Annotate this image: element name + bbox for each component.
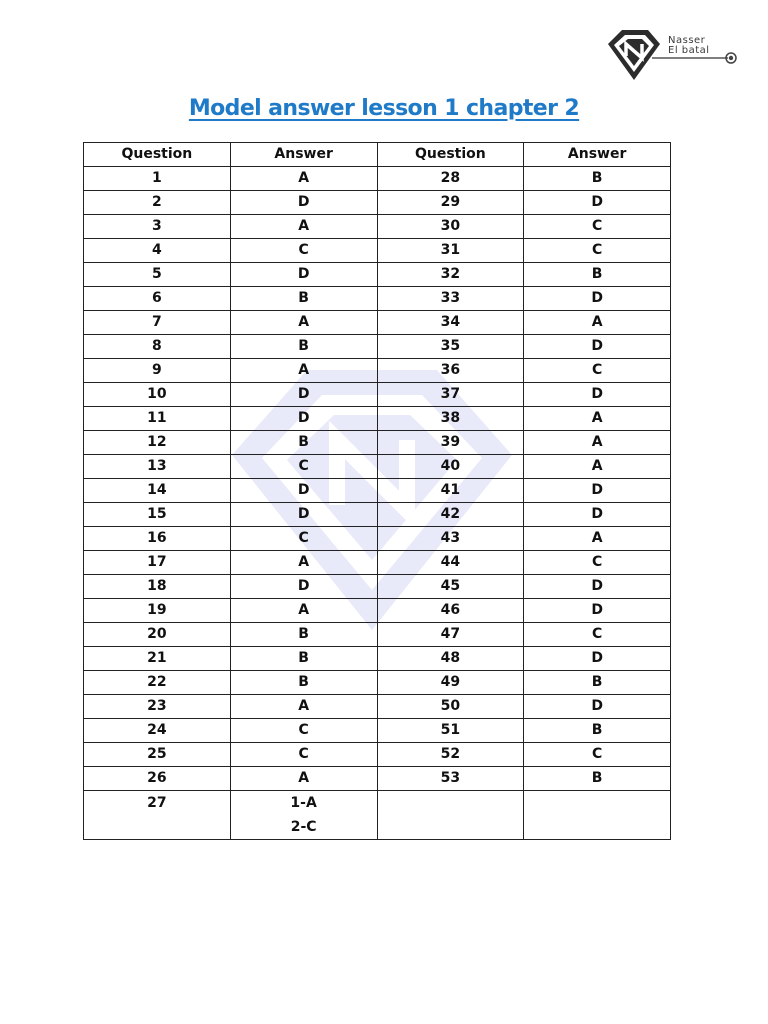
answer-cell: A (524, 407, 671, 431)
answer-cell: C (230, 239, 377, 263)
question-cell: 37 (377, 383, 524, 407)
question-cell: 53 (377, 767, 524, 791)
answer-cell: B (230, 671, 377, 695)
question-cell: 52 (377, 743, 524, 767)
answer-cell: B (524, 263, 671, 287)
table-row (84, 575, 671, 599)
header-answer-2: Answer (524, 143, 671, 167)
logo-circuit-line (602, 26, 742, 84)
table-row (84, 647, 671, 671)
answer-cell: B (524, 767, 671, 791)
answer-line: 1-A (290, 795, 317, 811)
answer-cell: D (230, 479, 377, 503)
question-cell: 29 (377, 191, 524, 215)
question-cell: 43 (377, 527, 524, 551)
table-row (84, 623, 671, 647)
question-cell: 14 (84, 479, 231, 503)
answer-line: 2-C (290, 819, 317, 835)
question-cell: 48 (377, 647, 524, 671)
answer-cell: A (524, 455, 671, 479)
question-cell: 24 (84, 719, 231, 743)
question-cell: 30 (377, 215, 524, 239)
table-row (84, 191, 671, 215)
question-cell: 16 (84, 527, 231, 551)
answer-cell: D (230, 383, 377, 407)
answer-cell: D (524, 383, 671, 407)
table-row (84, 791, 671, 840)
question-cell: 36 (377, 359, 524, 383)
table-row (84, 359, 671, 383)
question-cell: 31 (377, 239, 524, 263)
answer-cell: A (230, 695, 377, 719)
question-cell: 42 (377, 503, 524, 527)
answer-cell: C (524, 551, 671, 575)
answer-cell: D (230, 263, 377, 287)
table-row (84, 431, 671, 455)
question-cell: 4 (84, 239, 231, 263)
answer-cell: A (230, 599, 377, 623)
question-cell (84, 791, 231, 840)
answer-cell (230, 791, 377, 840)
brand-logo (602, 26, 742, 84)
question-cell: 25 (84, 743, 231, 767)
question-cell: 23 (84, 695, 231, 719)
question-cell: 28 (377, 167, 524, 191)
answer-cell: D (524, 575, 671, 599)
question-cell: 8 (84, 335, 231, 359)
table-row (84, 263, 671, 287)
table-row (84, 407, 671, 431)
answer-cell: C (230, 719, 377, 743)
question-cell: 15 (84, 503, 231, 527)
answer-cell: B (230, 335, 377, 359)
answer-cell: B (230, 647, 377, 671)
question-cell: 19 (84, 599, 231, 623)
question-cell: 38 (377, 407, 524, 431)
table-row (84, 383, 671, 407)
table-row (84, 311, 671, 335)
table-row (84, 479, 671, 503)
question-cell: 34 (377, 311, 524, 335)
question-cell: 51 (377, 719, 524, 743)
answer-cell: A (524, 311, 671, 335)
table-row (84, 503, 671, 527)
header-question-2: Question (377, 143, 524, 167)
answer-cell: D (524, 695, 671, 719)
table-header-row (84, 143, 671, 167)
question-cell: 11 (84, 407, 231, 431)
answer-cell: D (524, 287, 671, 311)
answer-cell: A (524, 431, 671, 455)
answer-cell: A (230, 767, 377, 791)
table-row (84, 743, 671, 767)
table-row (84, 719, 671, 743)
answer-cell: A (524, 527, 671, 551)
table-body (84, 167, 671, 840)
empty-cell (377, 791, 524, 840)
answer-cell: D (524, 647, 671, 671)
answer-cell: A (230, 167, 377, 191)
question-cell: 44 (377, 551, 524, 575)
answer-cell: C (524, 743, 671, 767)
question-cell: 18 (84, 575, 231, 599)
table-row (84, 455, 671, 479)
answer-cell: C (524, 239, 671, 263)
answer-cell: B (524, 167, 671, 191)
table-row (84, 671, 671, 695)
answer-cell: D (524, 599, 671, 623)
question-cell: 6 (84, 287, 231, 311)
logo-line1: Nasser (668, 35, 706, 46)
answer-cell: D (230, 503, 377, 527)
table-row (84, 767, 671, 791)
answer-cell: D (230, 575, 377, 599)
question-cell: 9 (84, 359, 231, 383)
answer-cell: D (230, 407, 377, 431)
question-cell: 21 (84, 647, 231, 671)
table-row (84, 527, 671, 551)
table-row (84, 599, 671, 623)
question-cell: 12 (84, 431, 231, 455)
table-row (84, 335, 671, 359)
answer-cell: A (230, 359, 377, 383)
answer-cell: B (524, 671, 671, 695)
question-cell: 33 (377, 287, 524, 311)
question-cell: 46 (377, 599, 524, 623)
table-row (84, 551, 671, 575)
empty-cell (524, 791, 671, 840)
table-row (84, 167, 671, 191)
table-row (84, 695, 671, 719)
logo-line2: El batal (668, 45, 710, 56)
table-row (84, 215, 671, 239)
answer-cell: A (230, 215, 377, 239)
answer-cell: C (230, 743, 377, 767)
question-cell: 2 (84, 191, 231, 215)
header-question-1: Question (84, 143, 231, 167)
answer-cell: D (524, 503, 671, 527)
answer-cell: B (230, 287, 377, 311)
table-row (84, 239, 671, 263)
question-cell: 45 (377, 575, 524, 599)
answer-cell: A (230, 311, 377, 335)
answer-cell: C (524, 215, 671, 239)
question-number: 27 (147, 795, 167, 811)
answer-cell: D (230, 191, 377, 215)
question-cell: 39 (377, 431, 524, 455)
answer-cell: D (524, 479, 671, 503)
question-cell: 49 (377, 671, 524, 695)
question-cell: 35 (377, 335, 524, 359)
question-cell: 1 (84, 167, 231, 191)
question-cell: 7 (84, 311, 231, 335)
question-cell: 32 (377, 263, 524, 287)
question-cell: 5 (84, 263, 231, 287)
answer-cell: B (230, 431, 377, 455)
question-cell: 17 (84, 551, 231, 575)
question-cell: 22 (84, 671, 231, 695)
answer-cell: C (230, 527, 377, 551)
question-cell: 26 (84, 767, 231, 791)
answer-cell: C (230, 455, 377, 479)
header-answer-1: Answer (230, 143, 377, 167)
page-title: Model answer lesson 1 chapter 2 (188, 96, 580, 121)
answer-cell: B (524, 719, 671, 743)
answer-cell: D (524, 335, 671, 359)
question-cell: 50 (377, 695, 524, 719)
table-row (84, 287, 671, 311)
answer-cell: A (230, 551, 377, 575)
answer-cell: C (524, 359, 671, 383)
question-cell: 47 (377, 623, 524, 647)
answer-cell: B (230, 623, 377, 647)
answer-cell: D (524, 191, 671, 215)
answer-cell: C (524, 623, 671, 647)
question-cell: 41 (377, 479, 524, 503)
answer-table (83, 142, 671, 840)
question-cell: 13 (84, 455, 231, 479)
question-cell: 20 (84, 623, 231, 647)
question-cell: 40 (377, 455, 524, 479)
question-cell: 10 (84, 383, 231, 407)
question-cell: 3 (84, 215, 231, 239)
